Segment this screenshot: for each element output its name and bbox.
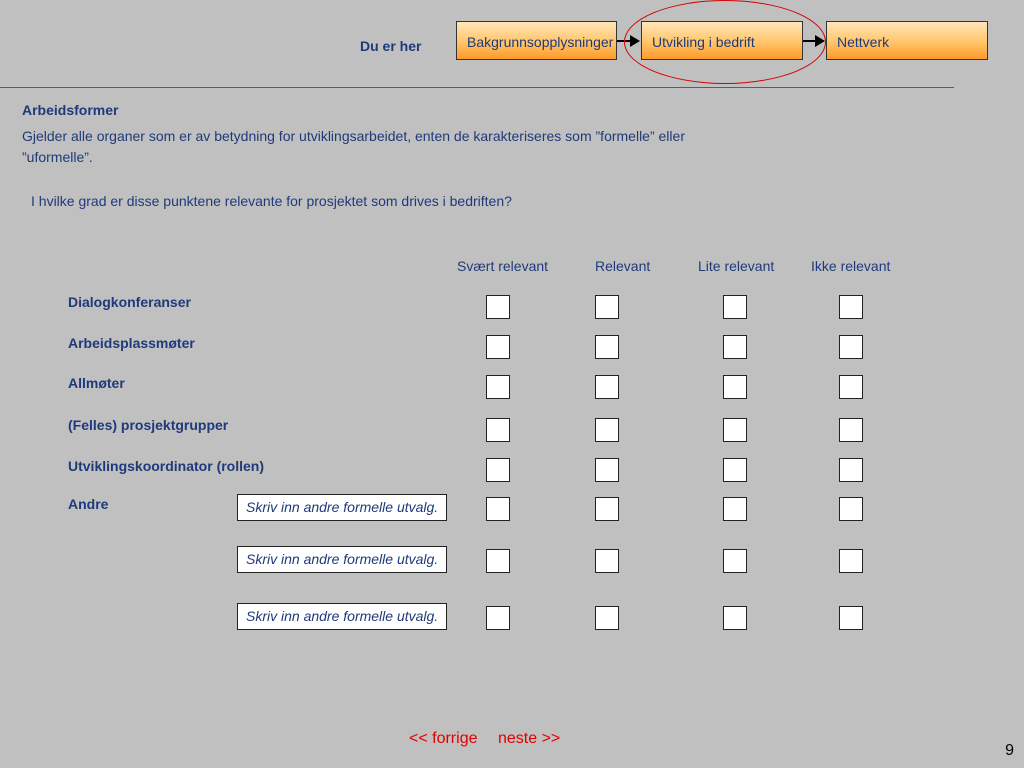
checkbox-dialogkonferanser-ikke-relevant[interactable] [839, 295, 863, 319]
checkbox-arbeidsplassmoter-svaert-relevant[interactable] [486, 335, 510, 359]
breadcrumb-label: Du er her [360, 38, 422, 54]
checkbox-andre-1-relevant[interactable] [595, 497, 619, 521]
checkbox-utviklingskoordinator-ikke-relevant[interactable] [839, 458, 863, 482]
checkbox-arbeidsplassmoter-ikke-relevant[interactable] [839, 335, 863, 359]
step-utvikling-i-bedrift[interactable]: Utvikling i bedrift [641, 21, 803, 60]
checkbox-andre-2-ikke-relevant[interactable] [839, 549, 863, 573]
checkbox-allmoter-svaert-relevant[interactable] [486, 375, 510, 399]
header-divider [0, 87, 954, 88]
checkbox-dialogkonferanser-lite-relevant[interactable] [723, 295, 747, 319]
step-nettverk[interactable]: Nettverk [826, 21, 988, 60]
checkbox-prosjektgrupper-ikke-relevant[interactable] [839, 418, 863, 442]
step-bakgrunnsopplysninger[interactable]: Bakgrunnsopplysninger [456, 21, 617, 60]
checkbox-andre-3-ikke-relevant[interactable] [839, 606, 863, 630]
other-input-2[interactable]: Skriv inn andre formelle utvalg. [237, 546, 447, 573]
checkbox-allmoter-relevant[interactable] [595, 375, 619, 399]
checkbox-dialogkonferanser-relevant[interactable] [595, 295, 619, 319]
column-header-lite-relevant: Lite relevant [698, 258, 775, 274]
checkbox-utviklingskoordinator-svaert-relevant[interactable] [486, 458, 510, 482]
checkbox-andre-1-ikke-relevant[interactable] [839, 497, 863, 521]
checkbox-andre-2-svaert-relevant[interactable] [486, 549, 510, 573]
checkbox-prosjektgrupper-svaert-relevant[interactable] [486, 418, 510, 442]
checkbox-allmoter-lite-relevant[interactable] [723, 375, 747, 399]
checkbox-utviklingskoordinator-lite-relevant[interactable] [723, 458, 747, 482]
checkbox-andre-3-lite-relevant[interactable] [723, 606, 747, 630]
row-label-dialogkonferanser: Dialogkonferanser [68, 294, 191, 310]
other-input-1[interactable]: Skriv inn andre formelle utvalg. [237, 494, 447, 521]
checkbox-andre-3-svaert-relevant[interactable] [486, 606, 510, 630]
section-title: Arbeidsformer [22, 102, 119, 118]
column-header-ikke-relevant: Ikke relevant [811, 258, 891, 274]
next-link[interactable]: neste >> [498, 730, 561, 747]
checkbox-andre-1-lite-relevant[interactable] [723, 497, 747, 521]
row-label-allmoter: Allmøter [68, 375, 125, 391]
row-label-andre: Andre [68, 496, 109, 512]
page-number: 9 [1005, 742, 1014, 759]
section-description: Gjelder alle organer som er av betydning for utviklingsarbeidet, enten de karakteriseres som ”formelle” eller ”uformelle”. [22, 128, 685, 165]
checkbox-utviklingskoordinator-relevant[interactable] [595, 458, 619, 482]
checkbox-arbeidsplassmoter-relevant[interactable] [595, 335, 619, 359]
checkbox-prosjektgrupper-relevant[interactable] [595, 418, 619, 442]
checkbox-andre-3-relevant[interactable] [595, 606, 619, 630]
checkbox-arbeidsplassmoter-lite-relevant[interactable] [723, 335, 747, 359]
row-label-arbeidsplassmoter: Arbeidsplassmøter [68, 335, 195, 351]
row-label-prosjektgrupper: (Felles) prosjektgrupper [68, 417, 229, 433]
column-header-svaert-relevant: Svært relevant [457, 258, 549, 274]
other-input-3[interactable]: Skriv inn andre formelle utvalg. [237, 603, 447, 630]
previous-link[interactable]: << forrige [409, 730, 478, 747]
checkbox-andre-2-lite-relevant[interactable] [723, 549, 747, 573]
checkbox-allmoter-ikke-relevant[interactable] [839, 375, 863, 399]
question-text: I hvilke grad er disse punktene relevante for prosjektet som drives i bedriften? [31, 193, 512, 209]
checkbox-dialogkonferanser-svaert-relevant[interactable] [486, 295, 510, 319]
checkbox-andre-1-svaert-relevant[interactable] [486, 497, 510, 521]
checkbox-prosjektgrupper-lite-relevant[interactable] [723, 418, 747, 442]
checkbox-andre-2-relevant[interactable] [595, 549, 619, 573]
current-step-highlight [624, 0, 826, 84]
column-header-relevant: Relevant [595, 258, 651, 274]
row-label-utviklingskoordinator: Utviklingskoordinator (rollen) [68, 458, 265, 474]
